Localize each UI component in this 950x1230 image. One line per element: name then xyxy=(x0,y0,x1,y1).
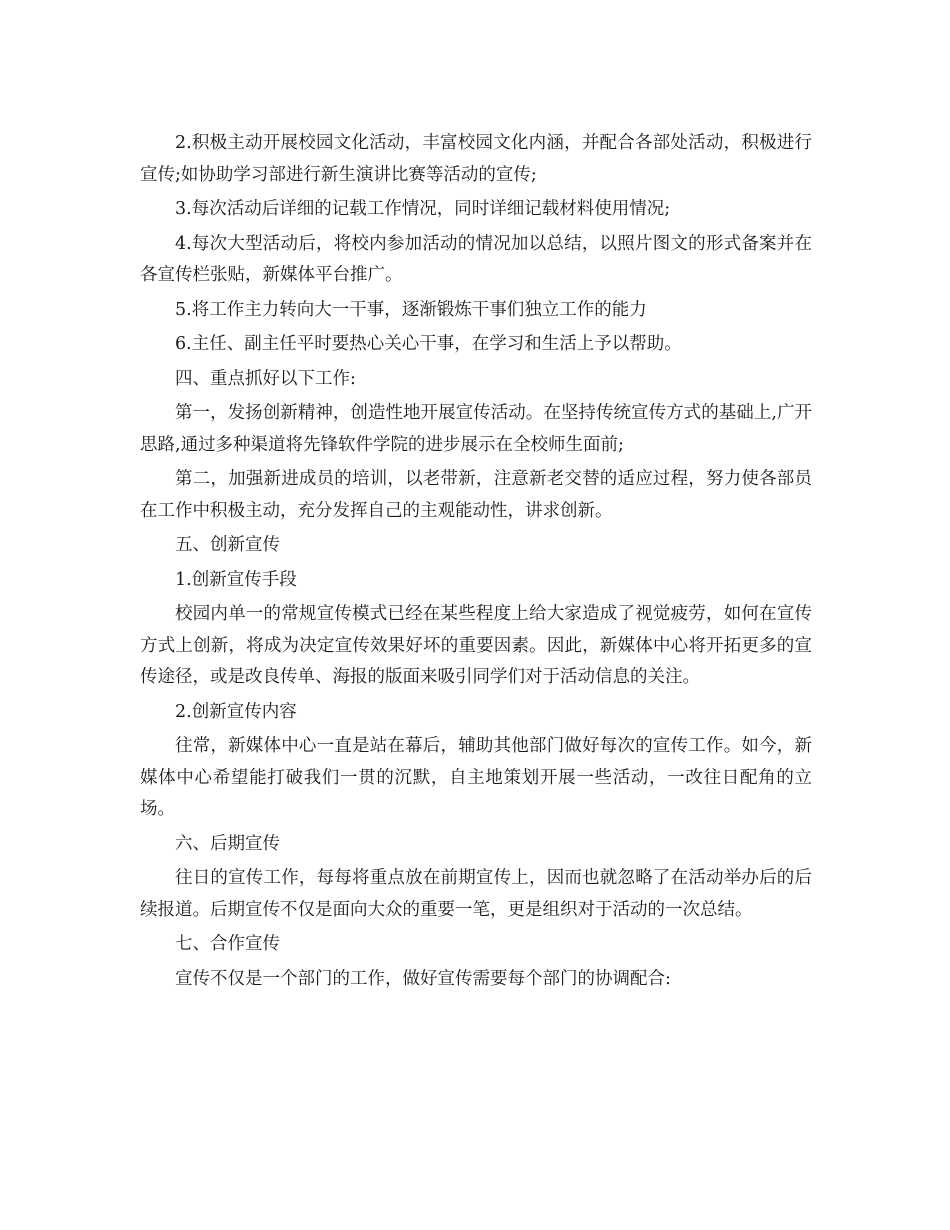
section-heading-5: 五、创新宣传 xyxy=(175,535,280,555)
document-body xyxy=(140,128,812,998)
section-heading-6: 六、后期宣传 xyxy=(175,833,280,854)
paragraph-cooperation: 宣传不仅是一个部门的工作，做好宣传需要每个部门的协调配合: xyxy=(175,968,671,989)
paragraph-item-5: 5.将工作主力转向大一干事，逐渐锻炼干事们独立工作的能力 xyxy=(175,299,647,320)
paragraph-first: 第一，发扬创新精神，创造性地开展宣传活动。在坚持传统宣传方式的基础上,广开思路,通过多种渠道将先锋软件学院的进步展示在全校师生面前; xyxy=(140,403,812,455)
subheading-innovate-content: 2.创新宣传内容 xyxy=(175,701,297,722)
section-heading-7: 七、合作宣传 xyxy=(175,934,280,954)
paragraph-item-2: 2.积极主动开展校园文化活动，丰富校园文化内涵，并配合各部处活动，积极进行宣传;如协助学习部进行新生演讲比赛等活动的宣传; xyxy=(140,133,812,185)
paragraph-item-4: 4.每次大型活动后，将校内参加活动的情况加以总结，以照片图文的形式备案并在各宣传栏张贴，新媒体平台推广。 xyxy=(140,233,812,285)
paragraph-item-6: 6.主任、副主任平时要热心关心干事，在学习和生活上予以帮助。 xyxy=(175,334,682,354)
paragraph-later-publicity: 往日的宣传工作，每每将重点放在前期宣传上，因而也就忽略了在活动举办后的后续报道。后期宣传不仅是面向大众的重要一笔，更是组织对于活动的一次总结。 xyxy=(140,868,812,920)
subheading-innovate-means: 1.创新宣传手段 xyxy=(175,569,297,590)
paragraph-innovate-means: 校园内单一的常规宣传模式已经在某些程度上给大家造成了视觉疲劳，如何在宣传方式上创新，将成为决定宣传效果好坏的重要因素。因此，新媒体中心将开拓更多的宣传途径，或是改良传单、海报的版面来吸引同学们对于活动信息的关注。 xyxy=(140,604,812,687)
paragraph-second: 第二，加强新进成员的培训，以老带新，注意新老交替的适应过程，努力使各部员在工作中积极主动，充分发挥自己的主观能动性，讲求创新。 xyxy=(140,469,812,521)
paragraph-item-3: 3.每次活动后详细的记载工作情况，同时详细记载材料使用情况; xyxy=(175,199,671,219)
section-heading-4: 四、重点抓好以下工作: xyxy=(175,368,356,389)
paragraph-innovate-content: 往常，新媒体中心一直是站在幕后，辅助其他部门做好每次的宣传工作。如今，新媒体中心希望能打破我们一贯的沉默，自主地策划开展一些活动，一改往日配角的立场。 xyxy=(140,736,812,819)
